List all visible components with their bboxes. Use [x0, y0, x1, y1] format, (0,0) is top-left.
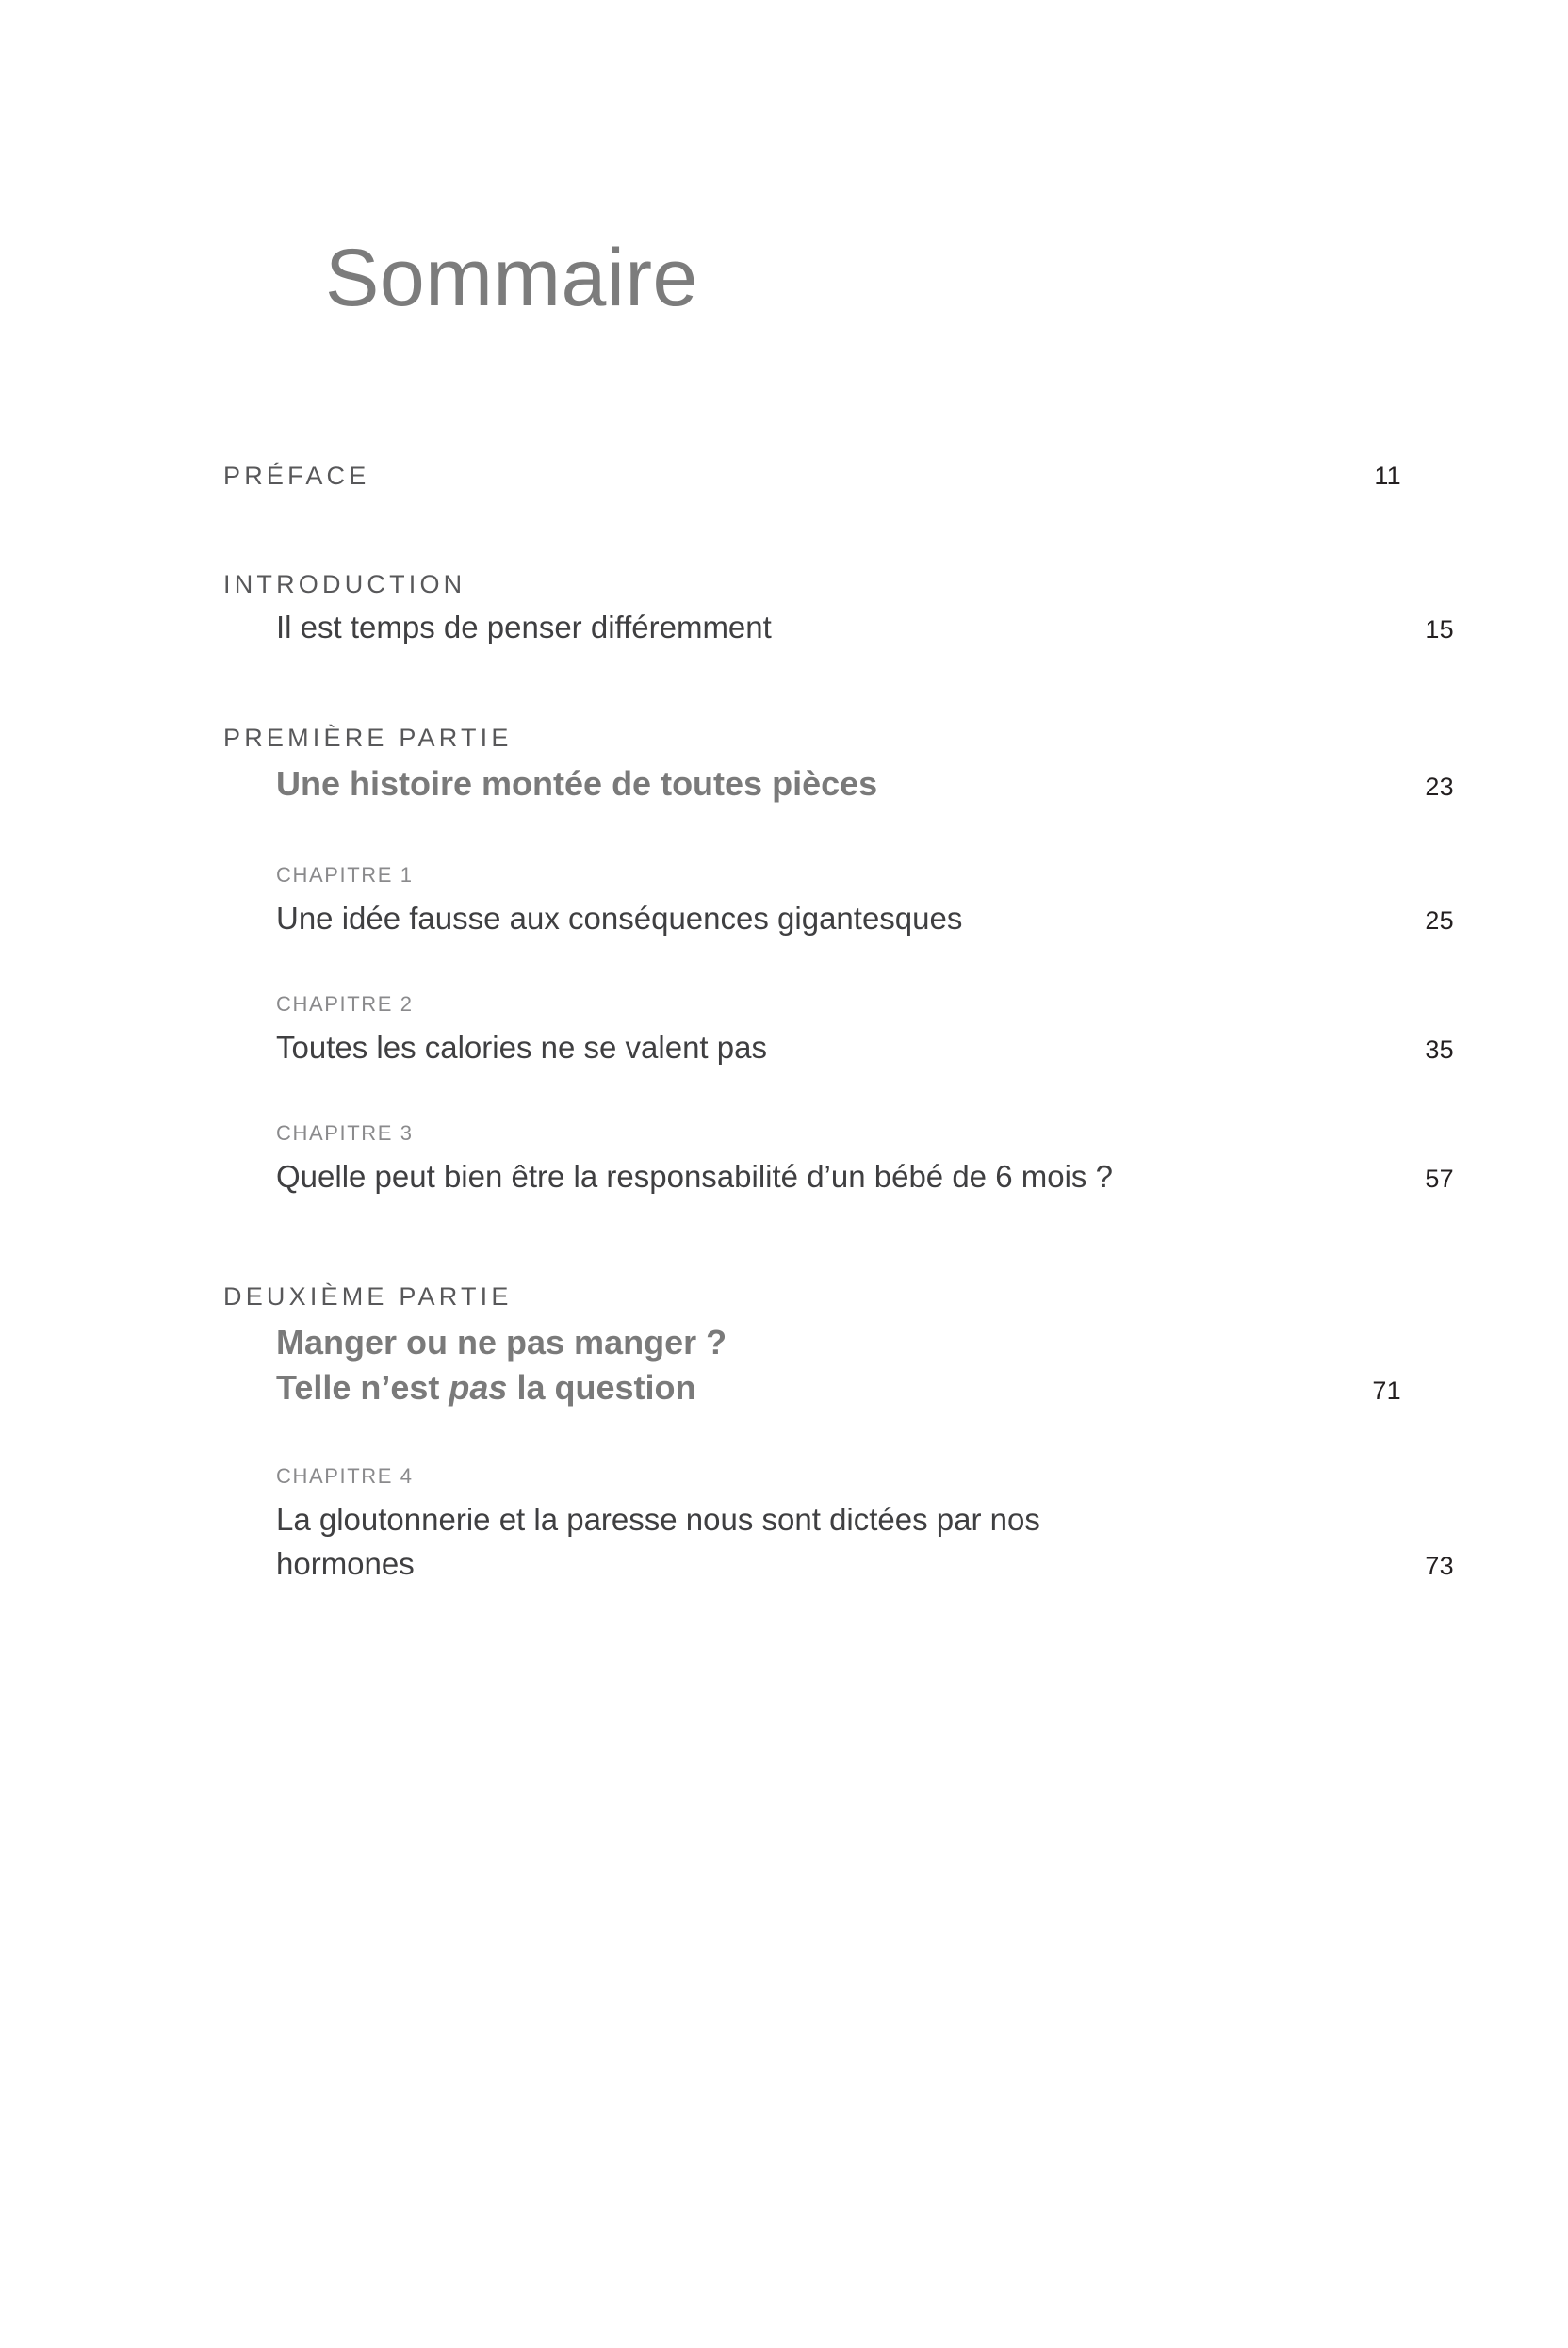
chapter-label-2: CHAPITRE 2: [276, 991, 414, 1016]
toc-entry-part-two[interactable]: [223, 1282, 1401, 1410]
spacer: [223, 1312, 1401, 1320]
spacer: [276, 1016, 1454, 1026]
page-number-chapter-1: 25: [1425, 905, 1454, 935]
toc-row: [276, 1155, 1454, 1199]
spacer: [276, 1488, 1454, 1498]
chapter-label-1: CHAPITRE 1: [276, 862, 414, 887]
section-kicker-preface: PRÉFACE: [223, 462, 370, 490]
part-title-two-wrap: [223, 1320, 1401, 1410]
page-title: Sommaire: [325, 233, 698, 323]
chapter-title-2: Toutes les calories ne se valent pas: [276, 1030, 767, 1065]
spacer: [223, 753, 1401, 761]
toc-entry-chapter-2[interactable]: [223, 992, 1454, 1070]
part-title-two-line-1: Manger ou ne pas manger ?: [276, 1323, 727, 1362]
chapter-title-3: Quelle peut bien être la responsabilité d’un bébé de 6 mois ?: [276, 1159, 1113, 1195]
page-number-chapter-4: 73: [1425, 1552, 1454, 1581]
chapter-title-1: Une idée fausse aux conséquences gigantesques: [276, 900, 963, 936]
toc-row: [223, 462, 1401, 491]
page-number-part-two: 71: [1372, 1376, 1401, 1405]
part-title-two-line-2-post: la question: [507, 1367, 696, 1407]
toc-row: [276, 1026, 1454, 1070]
chapter-label-4: CHAPITRE 4: [276, 1464, 414, 1489]
chapter-title-4-line-1: La gloutonnerie et la paresse nous sont dictées par nos: [276, 1502, 1040, 1538]
toc-entry-chapter-3[interactable]: [223, 1121, 1454, 1199]
spacer: [223, 599, 1401, 608]
toc-entry-part-one[interactable]: [223, 723, 1454, 807]
part-title-one: Une histoire montée de toutes pièces: [276, 764, 878, 804]
section-title-introduction: Il est temps de penser différemment: [276, 610, 772, 645]
page-number-preface: 11: [1374, 462, 1401, 490]
page-number-chapter-2: 35: [1425, 1035, 1454, 1064]
page-number-chapter-3: 57: [1425, 1165, 1454, 1194]
section-kicker-introduction: INTRODUCTION: [223, 570, 466, 599]
spacer: [276, 1145, 1454, 1155]
spacer: [276, 887, 1454, 897]
toc-entry-chapter-1[interactable]: [223, 863, 1454, 941]
part-kicker-one: PREMIÈRE PARTIE: [223, 723, 513, 752]
chapter-label-3: CHAPITRE 3: [276, 1120, 414, 1145]
toc-row: [276, 1365, 1401, 1410]
toc-entry-list: [223, 462, 1454, 1587]
toc-entry-introduction[interactable]: [223, 570, 1454, 648]
toc-row: [223, 608, 1454, 648]
part-title-two-line-2: [276, 1365, 695, 1410]
page-number-introduction: 15: [1425, 615, 1454, 644]
part-title-two-line-2-pre: Telle n’est: [276, 1367, 449, 1407]
toc-row: [276, 897, 1454, 941]
toc-entry-preface[interactable]: [223, 462, 1401, 491]
toc-row: [276, 1542, 1454, 1587]
page-number-part-one: 23: [1425, 773, 1454, 802]
part-title-two-line-2-emphasis: pas: [449, 1367, 508, 1407]
toc-entry-chapter-4[interactable]: [223, 1464, 1454, 1587]
part-kicker-two: DEUXIÈME PARTIE: [223, 1282, 513, 1312]
chapter-title-4-line-2: hormones: [276, 1546, 415, 1582]
toc-row: [223, 761, 1454, 807]
